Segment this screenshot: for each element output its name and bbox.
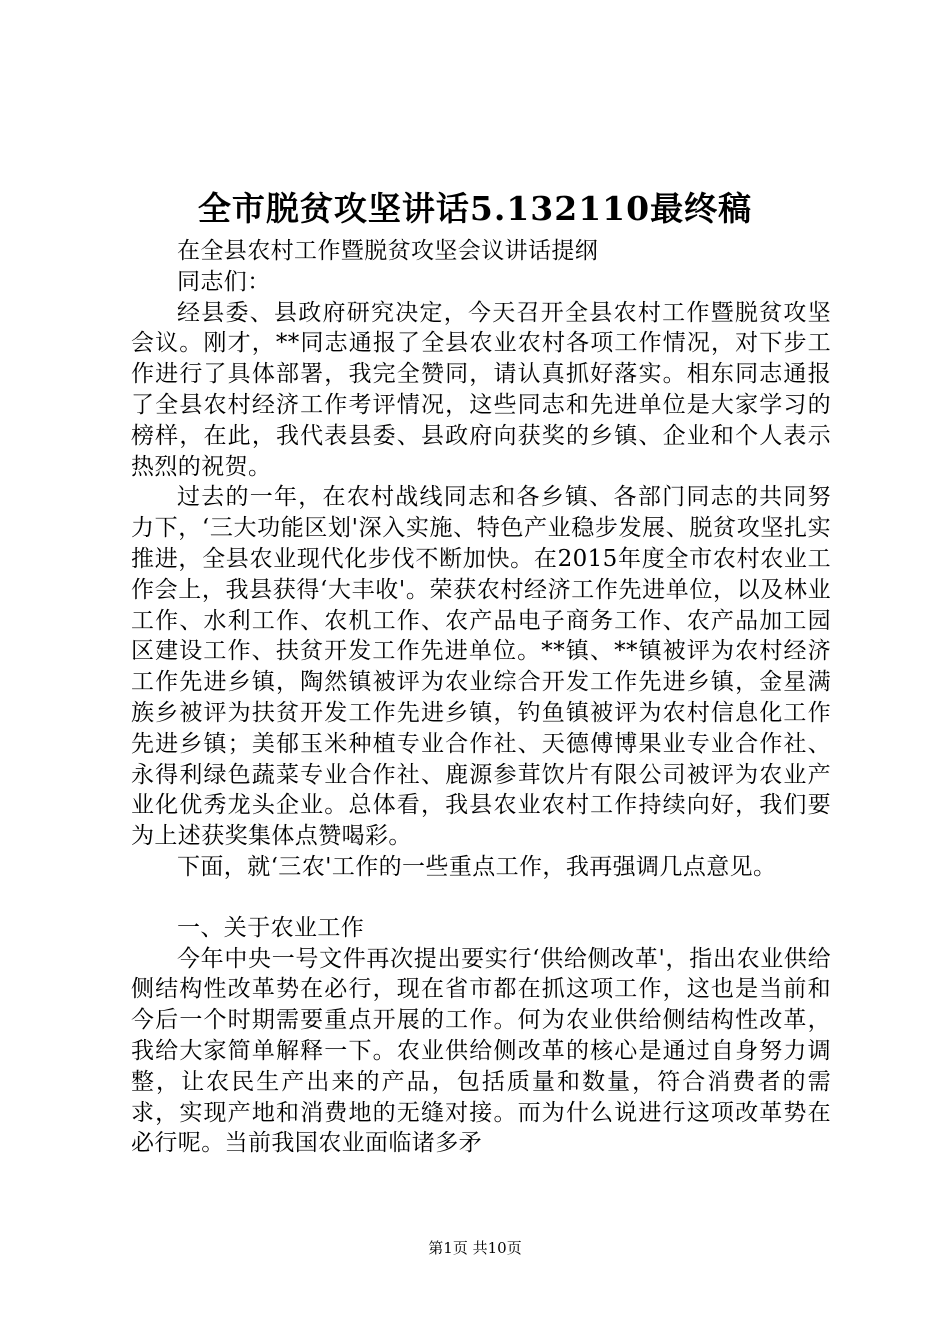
document-title: 全市脱贫攻坚讲话5.132110最终稿 <box>197 189 753 228</box>
outline-heading: 在全县农村工作暨脱贫攻坚会议讲话提纲 <box>177 238 599 264</box>
paragraph-transition: 下面，就‘三农'工作的一些重点工作，我再强调几点意见。 <box>177 853 777 880</box>
document-body <box>131 236 831 1159</box>
paragraph-review: 过去的一年，在农村战线同志和各乡镇、各部门同志的共同努力下，‘三大功能区划'深入实施、特色产业稳步发展、脱贫攻坚扎实推进，全县农业现代化步伐不断加快。在2015年度全市农村农业工作会上，我县获得‘大丰收'。荣获农村经济工作先进单位，以及林业工作、水利工作、农机工作、农产品电子商务工作、农产品加工园区建设工作、扶贫开发工作先进单位。**镇、**镇被评为农村经济工作先进乡镇，陶然镇被评为农业综合开发工作先进乡镇，金星满族乡被评为扶贫开发工作先进乡镇，钓鱼镇被评为农村信息化工作先进乡镇；美郁玉米种植专业合作社、天德傅博果业专业合作社、永得利绿色蔬菜专业合作社、鹿源参茸饮片有限公司被评为农业产业化优秀龙头企业。总体看，我县农业农村工作持续向好，我们要为上述获奖集体点赞喝彩。 <box>131 484 831 850</box>
section-heading-agriculture: 一、关于农业工作 <box>177 914 365 941</box>
salutation: 同志们： <box>177 268 271 295</box>
paragraph-supply-side: 今年中央一号文件再次提出要实行‘供给侧改革'，指出农业供给侧结构性改革势在必行，现在省市都在抓这项工作，这也是当前和今后一个时期需要重点开展的工作。何为农业供给侧结构性改革，我给大家简单解释一下。农业供给侧改革的核心是通过自身努力调整，让农民生产出来的产品，包括质量和数量，符合消费者的需求，实现产地和消费地的无缝对接。而为什么说进行这项改革势在必行呢。当前我国农业面临诸多矛 <box>131 945 831 1157</box>
paragraph-opening: 经县委、县政府研究决定，今天召开全县农村工作暨脱贫攻坚会议。刚才，**同志通报了全县农业农村各项工作情况，对下步工作进行了具体部署，我完全赞同，请认真抓好落实。相东同志通报了全县农村经济工作考评情况，这些同志和先进单位是大家学习的榜样，在此，我代表县委、县政府向获奖的乡镇、企业和个人表示热烈的祝贺。 <box>131 299 831 480</box>
page-number-footer: 第1页 共10页 <box>428 1239 522 1257</box>
